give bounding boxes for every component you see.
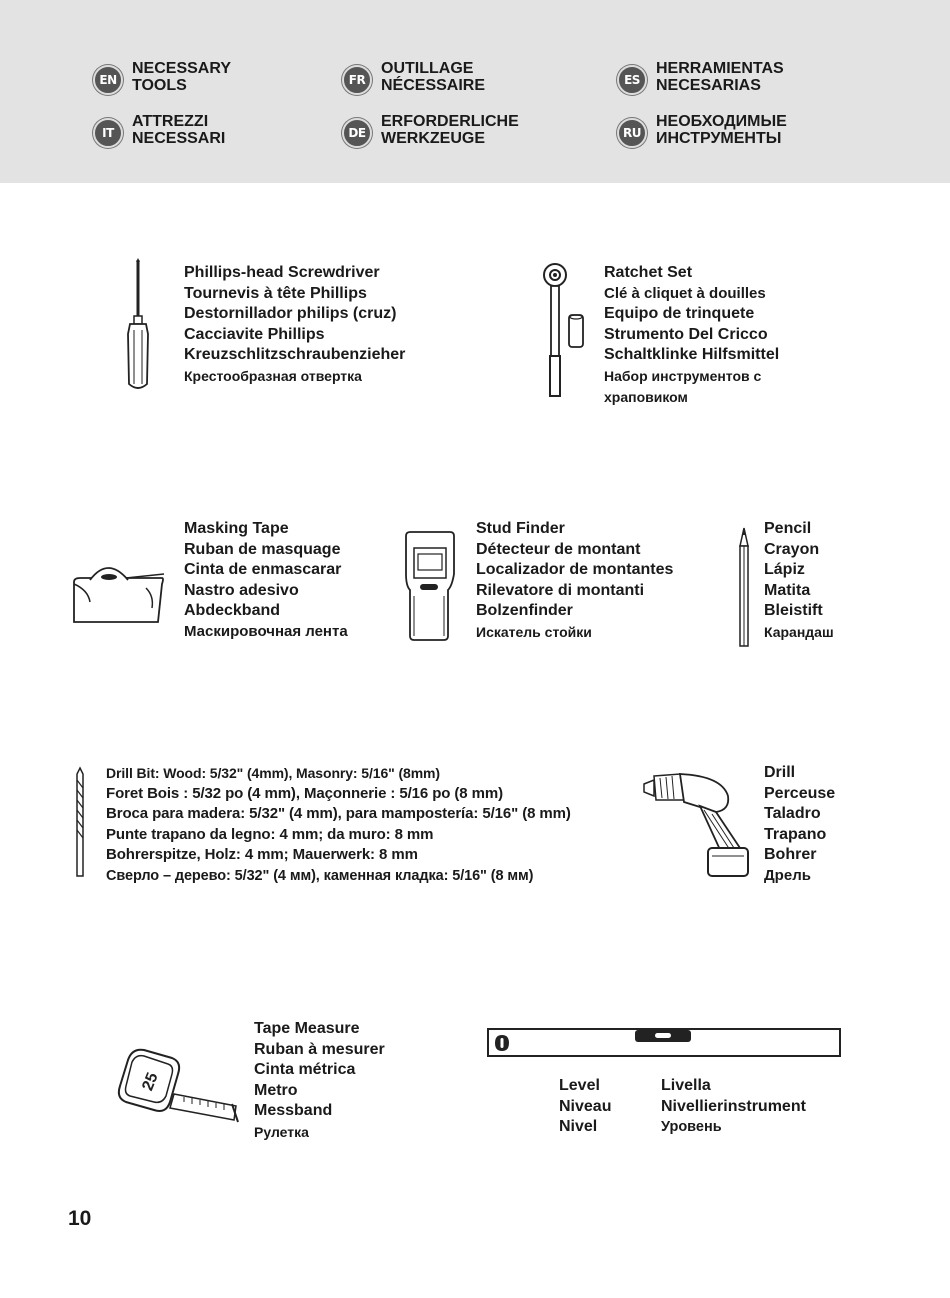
drill-bit-label-es: Broca para madera: 5/32" (4 mm), para mampostería: 5/16" (8 mm) [106,805,571,823]
stud-finder-label-en: Stud Finder [476,520,565,537]
drill-labels [764,763,835,887]
level-labels [559,1076,806,1138]
level-label-es: Nivel [559,1118,598,1136]
stud-finder-label-es: Localizador de montantes [476,561,674,579]
lang-title-ru: НЕОБХОДИМЫЕ ИНСТРУМЕНТЫ [656,113,787,147]
lang-block-es [617,60,784,95]
lang-title-fr: OUTILLAGE NÉCESSAIRE [381,60,486,94]
drill-label-fr: Perceuse [764,784,836,802]
masking-tape-label-es: Cinta de enmascarar [184,561,342,579]
stud-finder-label-ru: Искатель стойки [476,623,592,640]
pencil-label-it: Matita [764,581,811,599]
drill-label-de: Bohrer [764,846,817,864]
masking-tape-labels [184,519,348,643]
drill-icon [640,770,752,882]
tape-measure-label-de: Messband [254,1102,333,1120]
tape-measure-icon [114,1044,240,1126]
ratchet-label-es: Equipo de trinquete [604,305,755,323]
screwdriver-icon [120,258,156,394]
tape-measure-label-fr: Ruban à mesurer [254,1040,385,1058]
lang-block-en [93,60,231,95]
drill-label-ru: Дрель [764,866,811,884]
pencil-labels [764,519,834,643]
level-label-en: Level [559,1077,600,1094]
tape-measure-case-label: 25 [139,1070,162,1094]
lang-title-it: ATTREZZI NECESSARI [132,113,226,147]
ru-badge-icon: RU [617,118,647,148]
drill-bit-label-en: Drill Bit: Wood: 5/32" (4mm), Masonry: 5/16" (8mm) [106,765,440,781]
masking-tape-icon [68,560,168,626]
level-label-fr: Niveau [559,1097,612,1115]
stud-finder-labels [476,519,673,643]
masking-tape-label-en: Masking Tape [184,520,289,537]
ratchet-label-ru: Набор инструментов с храповиком [604,367,762,405]
es-badge-icon: ES [617,65,647,95]
ratchet-label-en: Ratchet Set [604,264,693,281]
ratchet-label-it: Strumento Del Cricco [604,325,768,343]
screwdriver-label-ru: Крестообразная отвертка [184,367,362,384]
fr-badge-icon: FR [342,65,372,95]
stud-finder-label-it: Rilevatore di montanti [476,581,645,599]
level-labels-col2 [661,1076,806,1138]
lang-block-de [342,113,519,148]
drill-label-it: Trapano [764,825,827,843]
lang-title-de: ERFORDERLICHE WERKZEUGE [381,113,519,147]
it-badge-icon: IT [93,118,123,148]
lang-block-ru [617,113,787,148]
page-number: 10 [68,1207,92,1230]
ratchet-label-de: Schaltklinke Hilfsmittel [604,346,780,364]
masking-tape-label-ru: Маскировочная лента [184,622,348,640]
screwdriver-label-fr: Tournevis à tête Phillips [184,284,367,302]
drill-bit-label-ru: Сверло – дерево: 5/32" (4 мм), каменная кладка: 5/16" (8 мм) [106,867,534,884]
screwdriver-label-es: Destornillador philips (cruz) [184,305,397,323]
level-label-it: Livella [661,1077,711,1094]
drill-label-en: Drill [764,764,796,781]
drill-bit-labels [106,763,571,887]
drill-bit-label-fr: Foret Bois : 5/32 po (4 mm), Maçonnerie : 5/16 po (8 mm) [106,784,503,802]
pencil-label-ru: Карандаш [764,623,834,640]
screwdriver-label-it: Cacciavite Phillips [184,325,325,343]
pencil-label-en: Pencil [764,520,812,537]
ratchet-icon [540,262,588,398]
level-label-ru: Уровень [661,1119,722,1136]
tape-measure-label-en: Tape Measure [254,1020,360,1037]
lang-title-es: HERRAMIENTAS NECESARIAS [656,60,784,94]
level-label-de: Nivellierinstrument [661,1097,806,1115]
screwdriver-label-de: Kreuzschlitzschraubenzieher [184,346,406,364]
languages-header [0,0,950,183]
drill-bit-icon [74,766,86,882]
level-hanging-hole-icon [494,1034,510,1052]
lang-block-fr [342,60,485,95]
pencil-label-es: Lápiz [764,561,805,579]
pencil-label-fr: Crayon [764,540,820,558]
tape-measure-labels [254,1019,385,1143]
ratchet-label-fr: Clé à cliquet à douilles [604,284,766,302]
level-labels-col1 [559,1076,661,1138]
ratchet-labels [604,263,794,407]
stud-finder-label-de: Bolzenfinder [476,602,573,620]
masking-tape-label-de: Abdeckband [184,602,281,620]
stud-finder-icon [400,530,460,642]
tape-measure-label-es: Cinta métrica [254,1061,356,1079]
lang-block-it [93,113,225,148]
lang-title-en: NECESSARY TOOLS [132,60,231,94]
drill-label-es: Taladro [764,805,821,823]
level-icon [487,1028,841,1057]
tape-measure-label-it: Metro [254,1081,298,1099]
en-badge-icon: EN [93,65,123,95]
screwdriver-label-en: Phillips-head Screwdriver [184,264,380,281]
level-bubble-vial-icon [635,1030,691,1044]
de-badge-icon: DE [342,118,372,148]
pencil-label-de: Bleistift [764,602,823,620]
masking-tape-label-it: Nastro adesivo [184,581,299,599]
pencil-icon [736,526,752,650]
tape-measure-label-ru: Рулетка [254,1123,309,1140]
drill-bit-label-de: Bohrerspitze, Holz: 4 mm; Mauerwerk: 8 mm [106,846,418,864]
masking-tape-label-fr: Ruban de masquage [184,540,341,558]
screwdriver-labels [184,263,405,387]
stud-finder-label-fr: Détecteur de montant [476,540,641,558]
drill-bit-label-it: Punte trapano da legno: 4 mm; da muro: 8 mm [106,825,434,843]
